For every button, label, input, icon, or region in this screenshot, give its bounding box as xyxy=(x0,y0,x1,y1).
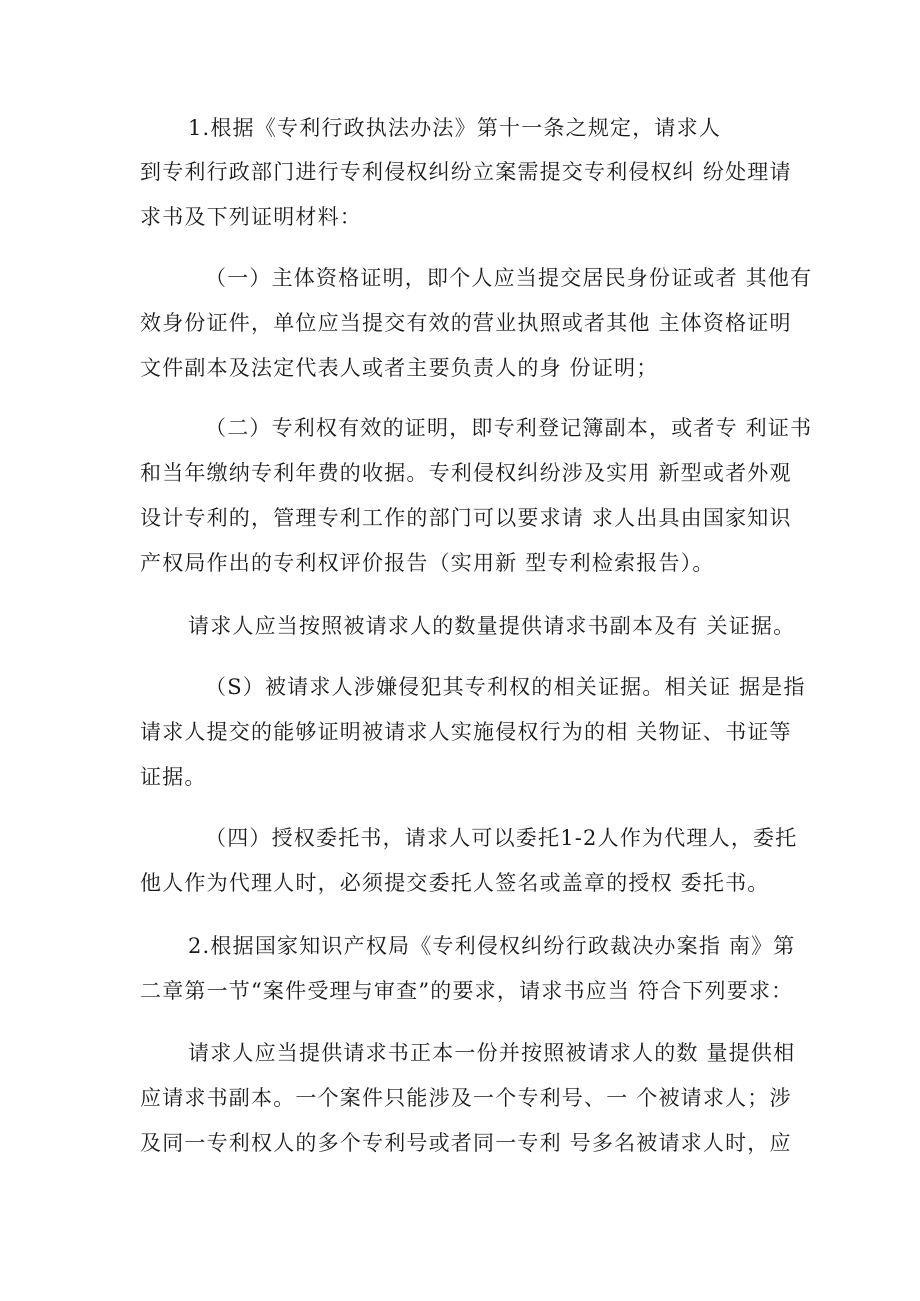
paragraph-line-4: （一）主体资格证明，即个人应当提交居民身份证或者 其他有 xyxy=(205,266,813,290)
paragraph-line-16: 他人作为代理人时，必须提交委托人签名或盖章的授权 委托书。 xyxy=(140,871,770,895)
paragraph-line-6: 文件副本及法定代表人或者主要负责人的身 份证明； xyxy=(140,356,659,380)
paragraph-line-21: 及同一专利权人的多个专利号或者同一专利 号多名被请求人时，应 xyxy=(140,1131,792,1155)
paragraph-line-2: 到专利行政部门进行专利侵权纠纷立案需提交专利侵权纠 纷处理请 xyxy=(140,160,792,184)
paragraph-line-10: 产权局作出的专利权评价报告（实用新 型专利检索报告）。 xyxy=(140,551,715,575)
paragraph-line-12: （S）被请求人涉嫌侵犯其专利权的相关证据。相关证 据是指 xyxy=(205,675,806,699)
paragraph-line-5: 效身份证件，单位应当提交有效的营业执照或者其他 主体资格证明 xyxy=(140,311,792,335)
paragraph-line-11: 请求人应当按照被请求人的数量提供请求书副本及有 关证据。 xyxy=(188,614,796,638)
paragraph-line-7: （二）专利权有效的证明，即专利登记簿副本，或者专 利证书 xyxy=(205,416,813,440)
paragraph-line-9: 设计专利的，管理专利工作的部门可以要求请 求人出具由国家知识 xyxy=(140,506,792,530)
paragraph-line-8: 和当年缴纳专利年费的收据。专利侵权纠纷涉及实用 新型或者外观 xyxy=(140,461,792,485)
paragraph-line-13: 请求人提交的能够证明被请求人实施侵权行为的相 关物证、书证等 xyxy=(140,720,792,744)
paragraph-line-19: 请求人应当提供请求书正本一份并按照被请求人的数 量提供相 xyxy=(188,1041,796,1065)
paragraph-line-14: 证据。 xyxy=(140,765,207,789)
paragraph-line-18: 二章第一节“案件受理与审查”的要求，请求书应当 符合下列要求： xyxy=(140,979,794,1003)
paragraph-line-15: （四）授权委托书，请求人可以委托1-2人作为代理人，委托 xyxy=(205,826,798,850)
paragraph-line-1: 1.根据《专利行政执法办法》第十一条之规定，请求人 xyxy=(188,116,722,140)
paragraph-line-3: 求书及下列证明材料： xyxy=(140,205,362,229)
paragraph-line-17: 2.根据国家知识产权局《专利侵权纠纷行政裁决办案指 南》第 xyxy=(188,934,796,958)
paragraph-line-20: 应请求书副本。一个案件只能涉及一个专利号、一 个被请求人；涉 xyxy=(140,1086,792,1110)
